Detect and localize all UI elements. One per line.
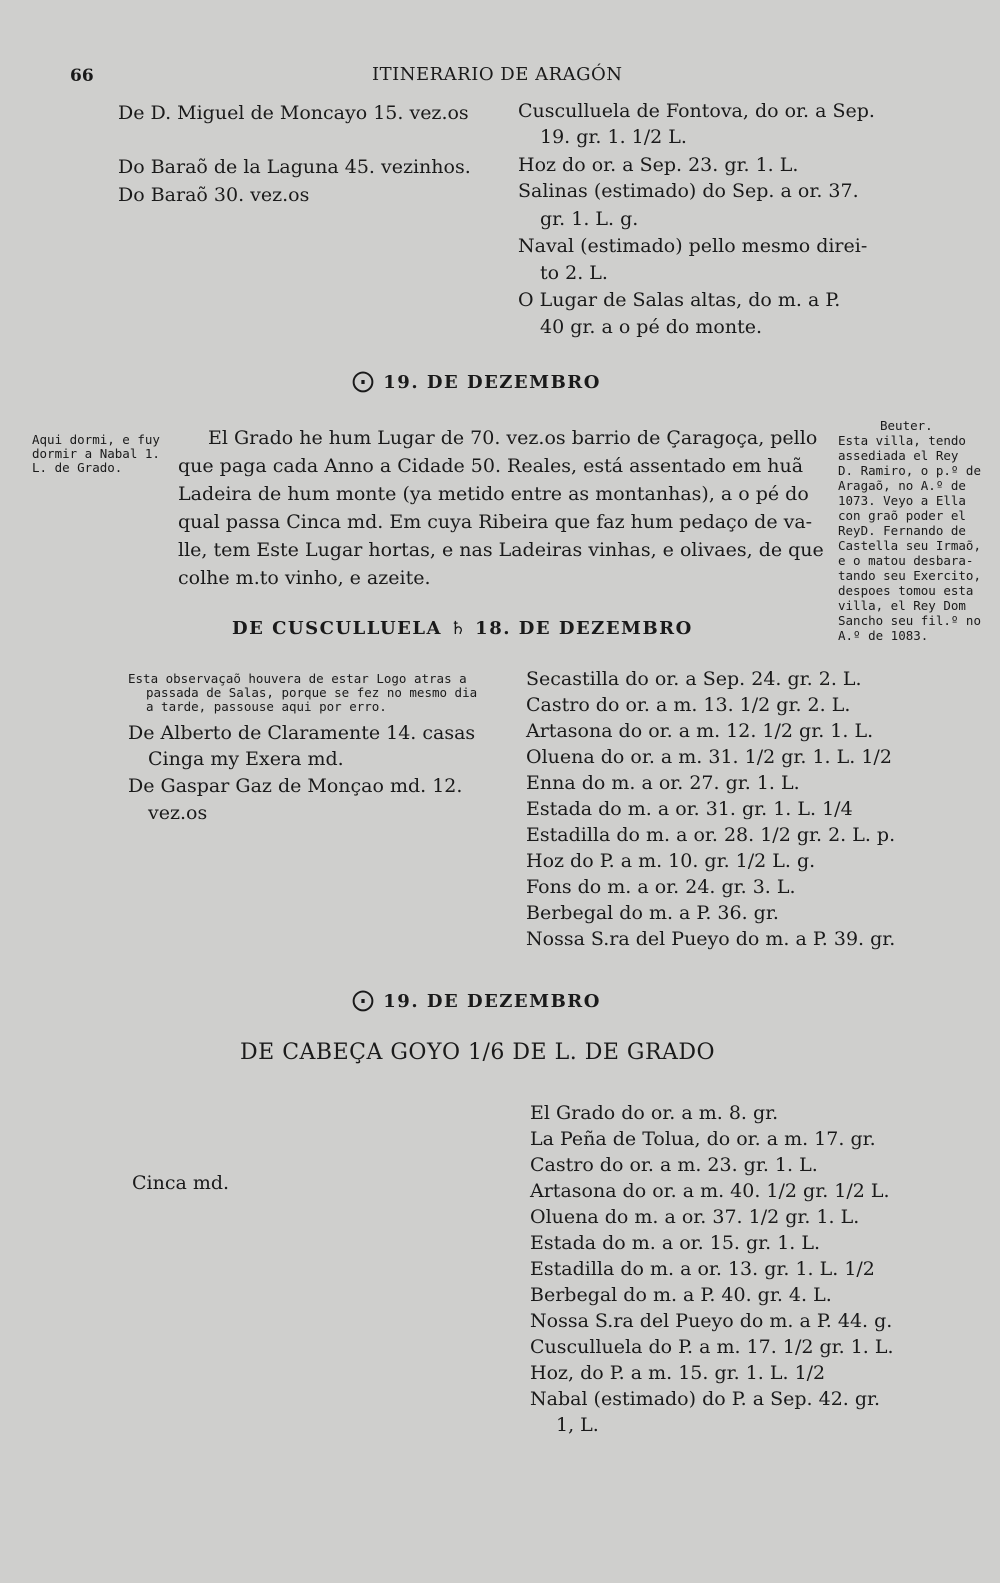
bottom-right-line: Castro do or. a m. 23. gr. 1. L. [530, 1154, 818, 1176]
mid-right-line: Hoz do P. a m. 10. gr. 1/2 L. g. [526, 850, 816, 872]
bottom-right-line: El Grado do or. a m. 8. gr. [530, 1102, 779, 1124]
bottom-right-line: Nossa S.ra del Pueyo do m. a P. 44. g. [530, 1310, 893, 1332]
margin-note-line: con graõ poder el [838, 508, 966, 523]
mid-left-line: vez.os [148, 802, 208, 824]
bottom-right-line: Oluena do m. a or. 37. 1/2 gr. 1. L. [530, 1206, 860, 1228]
top-right-line: O Lugar de Salas altas, do m. a P. [518, 289, 841, 311]
section-heading: DE CUSCULLUELA ♄ 18. DE DEZEMBRO [232, 618, 693, 639]
margin-note-line: D. Ramiro, o p.º de [838, 463, 981, 478]
margin-note-line: Aqui dormi, e fuy [32, 432, 160, 447]
mid-right-line: Fons do m. a or. 24. gr. 3. L. [526, 876, 796, 898]
observation-note-line: Esta observaçaõ houvera de estar Logo atras a [128, 671, 467, 686]
observation-note-line: a tarde, passouse aqui por erro. [146, 699, 387, 714]
top-left-line: De D. Miguel de Moncayo 15. vez.os [118, 102, 469, 124]
top-right-line: Cusculluela de Fontova, do or. a Sep. [518, 100, 875, 122]
margin-note-line: assediada el Rey [838, 448, 959, 463]
paragraph-line: que paga cada Anno a Cidade 50. Reales, está assentado em huã [178, 455, 804, 477]
top-right-line: Salinas (estimado) do Sep. a or. 37. [518, 180, 859, 202]
mid-right-line: Artasona do or. a m. 12. 1/2 gr. 1. L. [526, 720, 874, 742]
running-title: ITINERARIO DE ARAGÓN [372, 64, 623, 85]
margin-note-line: L. de Grado. [32, 460, 123, 475]
top-right-line: gr. 1. L. g. [540, 208, 639, 230]
bottom-right-line: Nabal (estimado) do P. a Sep. 42. gr. [530, 1388, 881, 1410]
margin-note-line: dormir a Nabal 1. [32, 446, 160, 461]
place-subtitle: DE CABEÇA GOYO 1/6 DE L. DE GRADO [240, 1040, 716, 1065]
margin-note-line: e o matou desbara- [838, 553, 974, 568]
top-right-line: 19. gr. 1. 1/2 L. [540, 126, 687, 148]
margin-note-line: ReyD. Fernando de [838, 523, 966, 538]
paragraph-line: El Grado he hum Lugar de 70. vez.os barrio de Çaragoça, pello [208, 427, 818, 449]
mid-right-line: Estadilla do m. a or. 28. 1/2 gr. 2. L. p. [526, 824, 896, 846]
bottom-right-line: La Peña de Tolua, do or. a m. 17. gr. [530, 1128, 876, 1150]
heading-text: 19. DE DEZEMBRO [383, 372, 601, 393]
margin-note-line: tando seu Exercito, [838, 568, 981, 583]
bottom-right-line: 1, L. [556, 1414, 599, 1436]
mid-right-line: Nossa S.ra del Pueyo do m. a P. 39. gr. [526, 928, 896, 950]
section-heading [352, 988, 601, 1013]
mid-left-line: De Alberto de Claramente 14. casas [128, 722, 476, 744]
paragraph-line: Ladeira de hum monte (ya metido entre as montanhas), a o pé do [178, 483, 809, 505]
paragraph-line: qual passa Cinca md. Em cuya Ribeira que faz hum pedaço de va- [178, 511, 813, 533]
section-heading [352, 369, 601, 394]
mid-right-line: Oluena do or. a m. 31. 1/2 gr. 1. L. 1/2 [526, 746, 892, 768]
margin-note-line: despoes tomou esta [838, 583, 974, 598]
top-right-line: Naval (estimado) pello mesmo direi- [518, 235, 868, 257]
top-right-line: 40 gr. a o pé do monte. [540, 316, 762, 338]
bottom-right-line: Cusculluela do P. a m. 17. 1/2 gr. 1. L. [530, 1336, 894, 1358]
paragraph-line: colhe m.to vinho, e azeite. [178, 567, 431, 589]
bottom-right-line: Estada do m. a or. 15. gr. 1. L. [530, 1232, 821, 1254]
mid-right-line: Secastilla do or. a Sep. 24. gr. 2. L. [526, 668, 862, 690]
margin-note-line: Esta villa, tendo [838, 433, 966, 448]
bottom-right-line: Artasona do or. a m. 40. 1/2 gr. 1/2 L. [530, 1180, 890, 1202]
sun-symbol-icon: ⨀ [352, 988, 376, 1013]
bottom-right-line: Estadilla do m. a or. 13. gr. 1. L. 1/2 [530, 1258, 875, 1280]
mid-left-line: Cinga my Exera md. [148, 748, 344, 770]
mid-right-line: Estada do m. a or. 31. gr. 1. L. 1/4 [526, 798, 853, 820]
bottom-right-line: Berbegal do m. a P. 40. gr. 4. L. [530, 1284, 832, 1306]
top-left-line: Do Baraõ de la Laguna 45. vezinhos. [118, 156, 471, 178]
margin-note-line: Castella seu Irmaõ, [838, 538, 981, 553]
mid-right-line: Enna do m. a or. 27. gr. 1. L. [526, 772, 800, 794]
bottom-right-line: Hoz, do P. a m. 15. gr. 1. L. 1/2 [530, 1362, 826, 1384]
margin-note-line: villa, el Rey Dom [838, 598, 966, 613]
top-left-line: Do Baraõ 30. vez.os [118, 184, 310, 206]
heading-text: 19. DE DEZEMBRO [383, 991, 601, 1012]
mid-left-line: De Gaspar Gaz de Monçao md. 12. [128, 775, 463, 797]
page-number: 66 [70, 66, 94, 86]
margin-note-line: Sancho seu fil.º no [838, 613, 981, 628]
bottom-left-line: Cinca md. [132, 1172, 230, 1194]
top-right-line: Hoz do or. a Sep. 23. gr. 1. L. [518, 154, 799, 176]
sun-symbol-icon: ⨀ [352, 369, 376, 394]
margin-note-line: Beuter. [880, 418, 933, 433]
top-right-line: to 2. L. [540, 262, 608, 284]
observation-note-line: passada de Salas, porque se fez no mesmo dia [146, 685, 478, 700]
margin-note-line: 1073. Veyo a Ella [838, 493, 966, 508]
margin-note-line: Aragaõ, no A.º de [838, 478, 966, 493]
paragraph-line: lle, tem Este Lugar hortas, e nas Ladeiras vinhas, e olivaes, de que [178, 539, 824, 561]
mid-right-line: Berbegal do m. a P. 36. gr. [526, 902, 779, 924]
margin-note-line: A.º de 1083. [838, 628, 929, 643]
mid-right-line: Castro do or. a m. 13. 1/2 gr. 2. L. [526, 694, 851, 716]
